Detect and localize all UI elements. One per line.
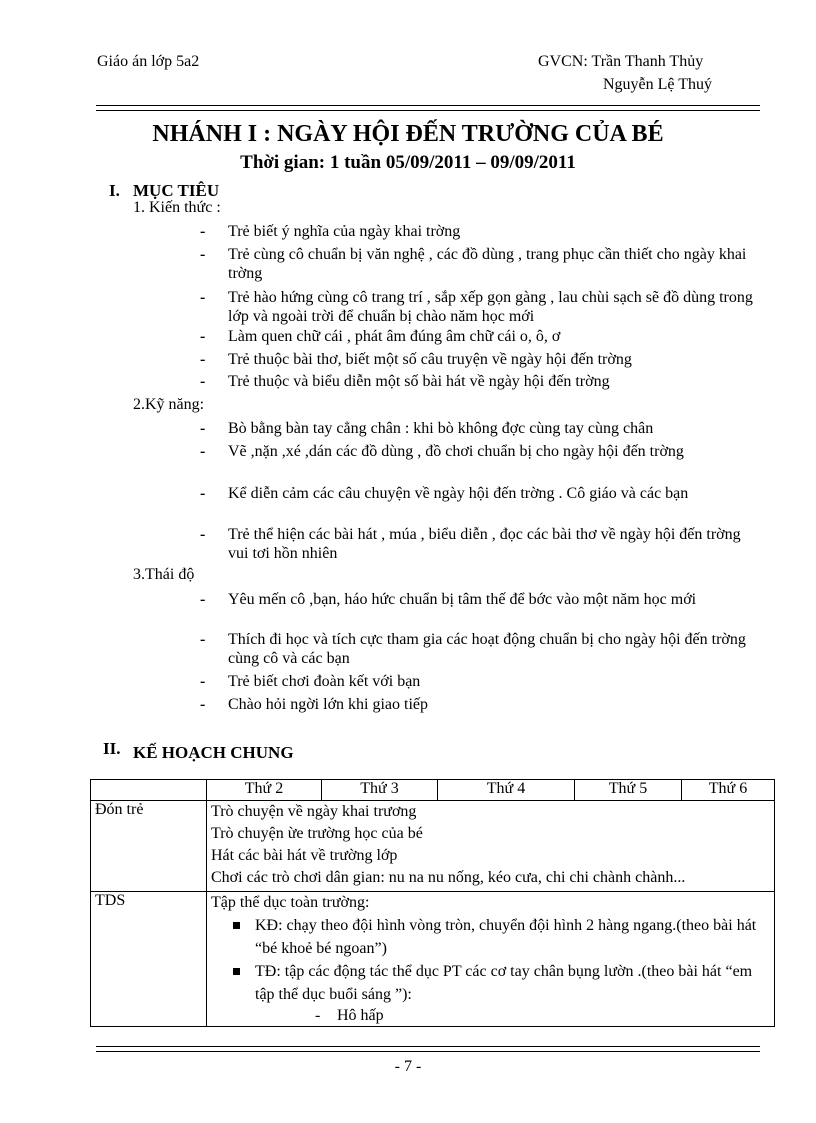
day-header: Thứ 5 xyxy=(575,780,682,801)
row-label-tds: TDS xyxy=(91,892,207,1027)
knowledge-label: 1. Kiến thức : xyxy=(133,199,221,216)
tds-intro: Tập thể dục toàn trường: xyxy=(211,894,370,911)
table-row xyxy=(91,801,775,892)
section1-number: I. xyxy=(109,181,120,200)
table-header-row xyxy=(91,780,775,801)
attitude-label: 3.Thái độ xyxy=(133,566,195,583)
footer-divider-bottom xyxy=(96,1051,760,1052)
don-tre-line: Trò chuyện ừe trường học của bé xyxy=(211,825,423,842)
row-label-don-tre: Đón trẻ xyxy=(91,801,207,892)
header-left: Giáo án lớp 5a2 xyxy=(97,53,200,70)
don-tre-line: Trò chuyện về ngày khai trương xyxy=(211,803,417,820)
page-subtitle: Thời gian: 1 tuần 05/09/2011 – 09/09/2011 xyxy=(240,152,576,173)
skills-label: 2.Kỹ năng: xyxy=(133,396,205,413)
header-teacher-2: Nguyễn Lệ Thuý xyxy=(603,76,713,93)
don-tre-content xyxy=(207,801,775,892)
day-header: Thứ 2 xyxy=(207,780,322,801)
section1-heading: MỤC TIÊU xyxy=(133,181,220,200)
tds-sub-item: - Hô hấp xyxy=(315,1007,384,1024)
page-title: NHÁNH I : NGÀY HỘI ĐẾN TRƯỜNG CỦA BÉ xyxy=(152,121,664,147)
plan-table xyxy=(90,779,775,1027)
section2-number: II. xyxy=(103,739,121,758)
table-row xyxy=(91,892,775,1027)
square-bullet-icon xyxy=(233,922,240,929)
page-number: - 7 - xyxy=(394,1058,422,1075)
header-divider-top xyxy=(96,105,760,106)
header-teacher-1: GVCN: Trần Thanh Thủy xyxy=(538,53,704,70)
section2-heading: KẾ HOẠCH CHUNG xyxy=(133,743,294,762)
day-header: Thứ 6 xyxy=(682,780,775,801)
don-tre-line: Hát các bài hát về trường lớp xyxy=(211,847,398,864)
tds-content xyxy=(207,892,775,1027)
footer-divider-top xyxy=(96,1046,760,1047)
tds-bullet: TĐ: tập các động tác thể dục PT các cơ tay chân bụng lườn .(theo bài hát “em tập thể dục buổi sáng ”): xyxy=(211,960,770,1006)
dash-icon: - xyxy=(315,1007,321,1024)
don-tre-line: Chơi các trò chơi dân gian: nu na nu nống, kéo cưa, chi chi chành chành... xyxy=(211,869,686,886)
day-header: Thứ 3 xyxy=(322,780,438,801)
square-bullet-icon xyxy=(233,968,240,975)
table-corner-cell xyxy=(91,780,207,801)
header-divider-bottom xyxy=(96,110,760,111)
day-header: Thứ 4 xyxy=(438,780,575,801)
tds-bullet: KĐ: chạy theo đội hình vòng tròn, chuyển đội hình 2 hàng ngang.(theo bài hát “bé khoẻ bé ngoan”) xyxy=(211,914,770,960)
